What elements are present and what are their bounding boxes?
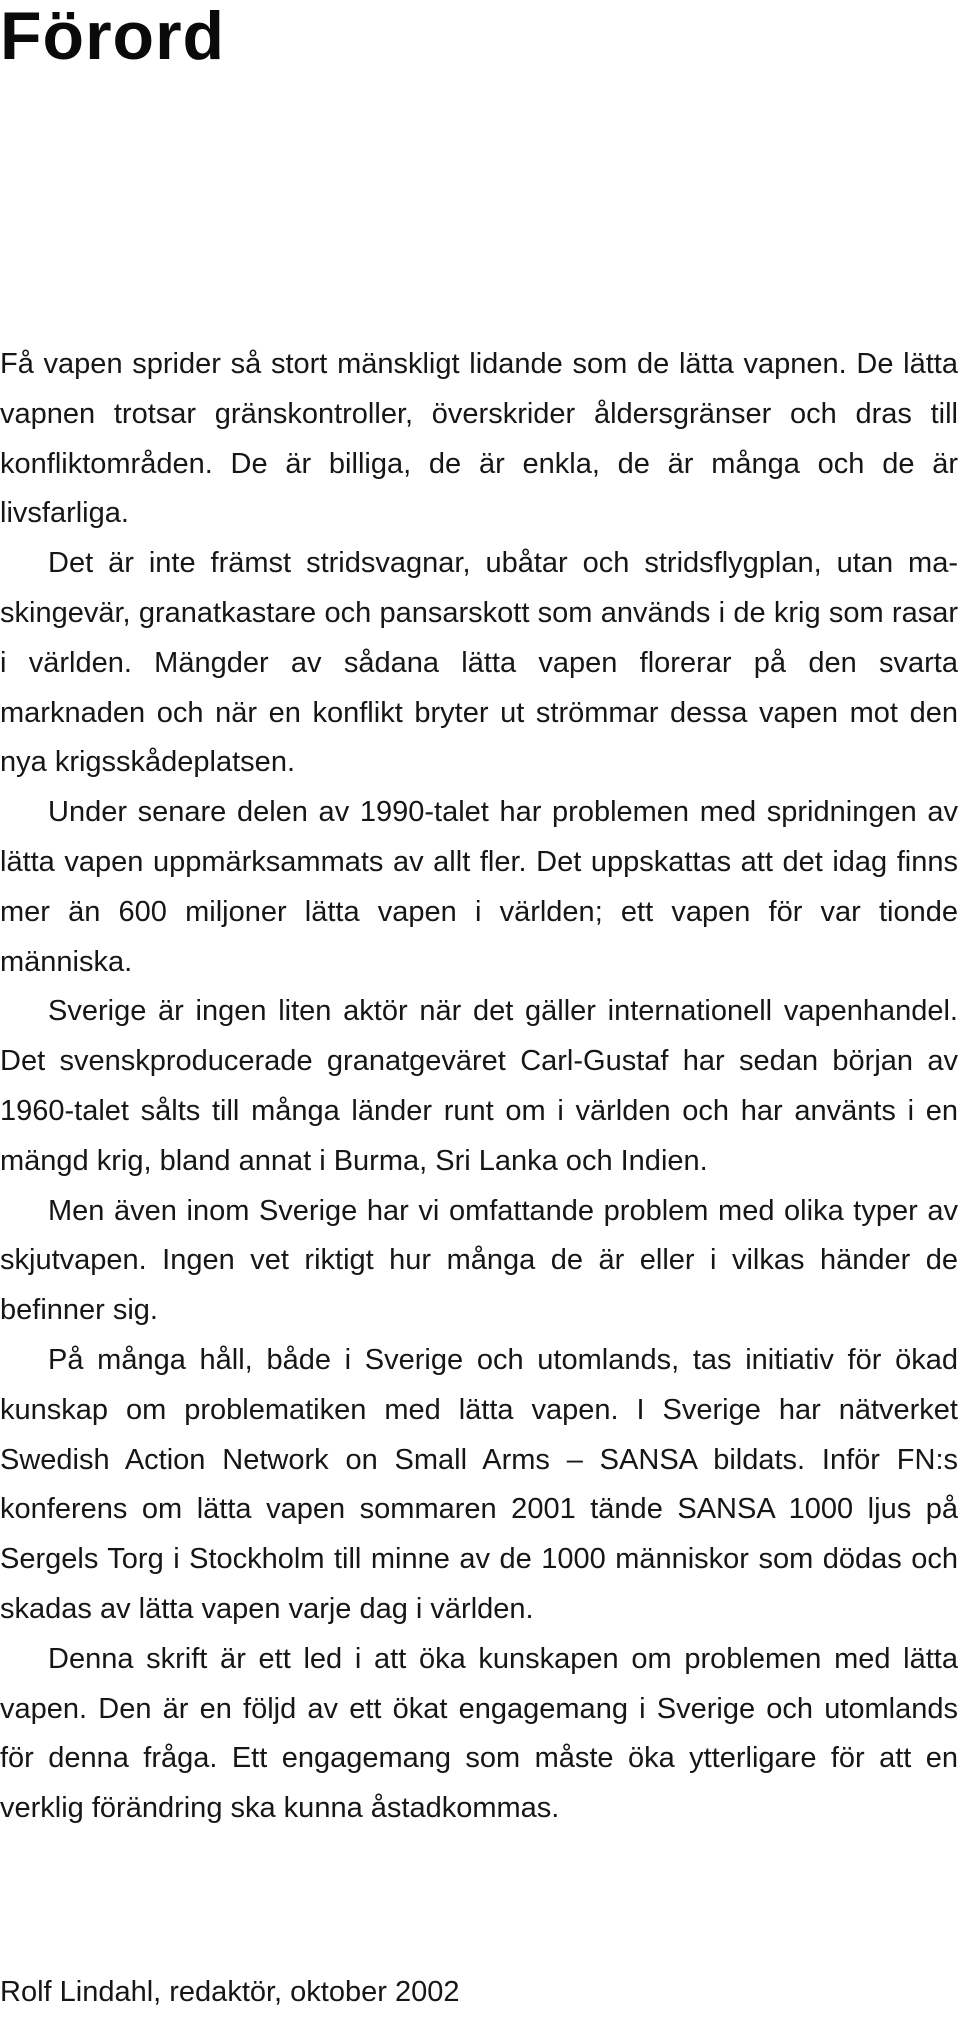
paragraph: Men även inom Sverige har vi omfattande problem med olika typer av skjutvapen. Ingen vet riktigt hur många de är eller i vilkas händer de befinner sig. (0, 1194, 958, 1327)
paragraph: På många håll, både i Sverige och utomlands, tas initiativ för ökad kunskap om problematiken med lätta vapen. I Sverige har nätverket Swedish Action Network on Small Arms – SANSA bildats. Inför FN:s konferens om lätta vapen sommaren 2001 tände SANSA 1000 ljus på Sergels Torg i Stockholm till minne av de 1000 människor som dödas och skadas av lätta vapen varje dag i världen. (0, 1343, 958, 1625)
paragraph: Det är inte främst stridsvagnar, ubåtar och stridsflygplan, utan maskingevär, granatkastare och pansarskott som används i de krig som rasar i världen. Mängder av sådana lätta vapen florerar på den svarta marknaden och när en konflikt bryter ut strömmar dessa vapen mot den nya krigsskådeplatsen. (0, 547, 958, 779)
paragraph: Denna skrift är ett led i att öka kunskapen om problemen med lätta vapen. Den är en följd av ett ökat engagemang i Sverige och utomlands för denna fråga. Ett engagemang som måste öka ytterligare för att en verklig förändring ska kunna åstadkommas. (0, 1642, 958, 1825)
foreword-body (0, 340, 958, 1834)
author-signature: Rolf Lindahl, redaktör, oktober 2002 (0, 1976, 460, 2008)
page-title: Förord (0, 0, 226, 74)
paragraph: Få vapen sprider så stort mänskligt lidande som de lätta vapnen. De lätta vapnen trotsar gränskontroller, överskrider åldersgränser och dras till konfliktområden. De är billiga, de är enkla, de är många och de är livsfarliga. (0, 348, 958, 530)
paragraph: Sverige är ingen liten aktör när det gäller internationell vapenhandel. Det svenskproducerade granatgeväret Carl-Gustaf har sedan början av 1960-talet sålts till många länder runt om i världen och har använts i en mängd krig, bland annat i Burma, Sri Lanka och Indien. (0, 995, 958, 1177)
paragraph: Under senare delen av 1990-talet har problemen med spridningen av lätta vapen uppmärksammats av allt fler. Det uppskattas att det idag finns mer än 600 miljoner lätta vapen i världen; ett vapen för var tionde människa. (0, 796, 958, 978)
